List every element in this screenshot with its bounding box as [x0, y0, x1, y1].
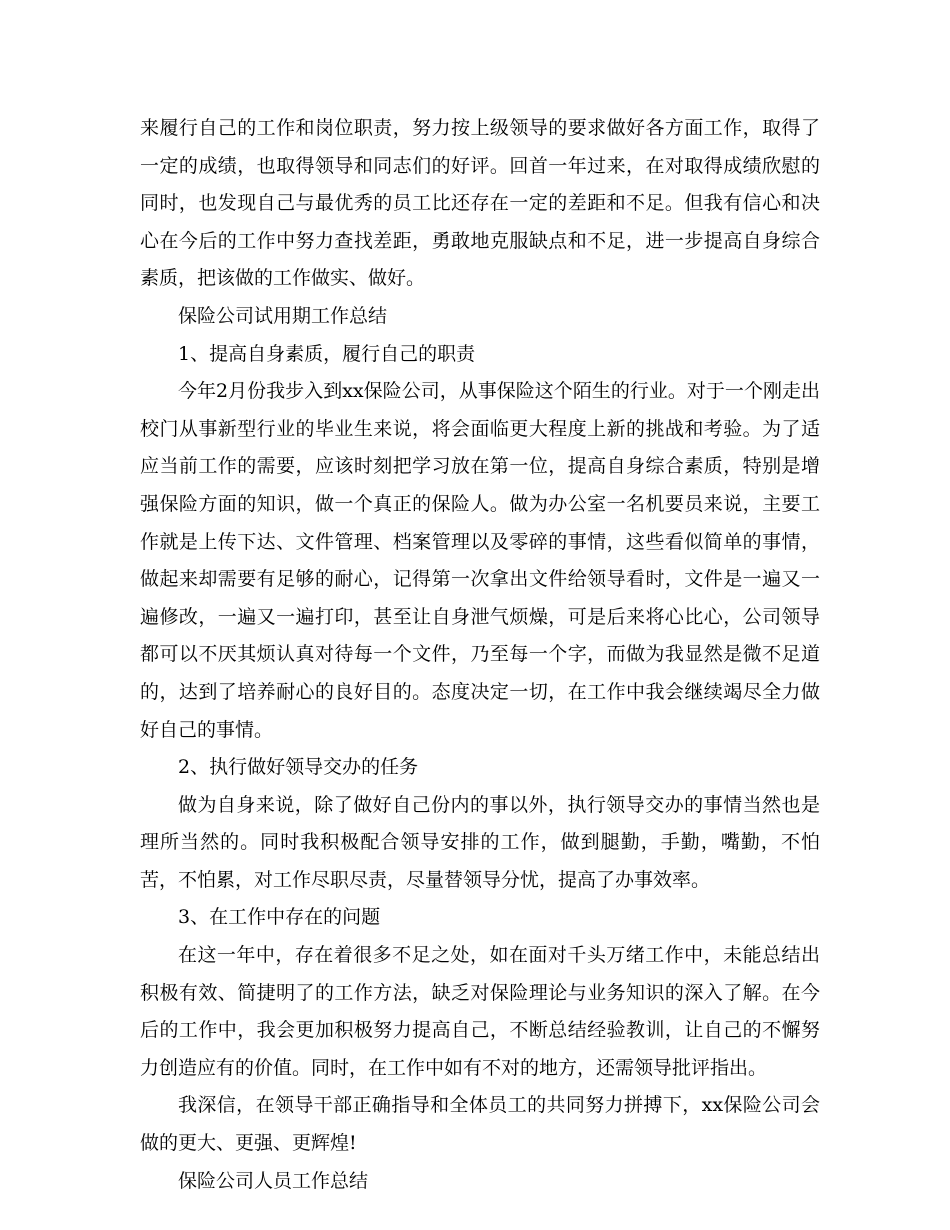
paragraph-1: 今年2月份我步入到xx保险公司，从事保险这个陌生的行业。对于一个刚走出校门从事新型行业的毕业生来说，将会面临更大程度上新的挑战和考验。为了适应当前工作的需要，应该时刻把学习放在第一位，提高自身综合素质，特别是增强保险方面的知识，做一个真正的保险人。做为办公室一名机要员来说，主要工作就是上传下达、文件管理、档案管理以及零碎的事情，这些看似简单的事情，做起来却需要有足够的耐心，记得第一次拿出文件给领导看时，文件是一遍又一遍修改，一遍又一遍打印，甚至让自身泄气烦燥，可是后来将心比心，公司领导都可以不厌其烦认真对待每一个文件，乃至每一个字，而做为我显然是微不足道的，达到了培养耐心的良好目的。态度决定一切，在工作中我会继续竭尽全力做好自己的事情。 — [140, 380, 820, 741]
subheading-3: 3、在工作中存在的问题 — [178, 906, 381, 929]
paragraph-3: 在这一年中，存在着很多不足之处，如在面对千头万绪工作中，未能总结出积极有效、简捷明了的工作方法，缺乏对保险理论与业务知识的深入了解。在今后的工作中，我会更加积极努力提高自己，不断总结经验教训，让自己的不懈努力创造应有的价值。同时，在工作中如有不对的地方，还需领导批评指出。 — [140, 944, 820, 1079]
section-title-staff-summary: 保险公司人员工作总结 — [178, 1169, 369, 1192]
paragraph-continuation: 来履行自己的工作和岗位职责，努力按上级领导的要求做好各方面工作，取得了一定的成绩，也取得领导和同志们的好评。回首一年过来，在对取得成绩欣慰的同时，也发现自己与最优秀的员工比还存在一定的差距和不足。但我有信心和决心在今后的工作中努力查找差距，勇敢地克服缺点和不足，进一步提高自身综合素质，把该做的工作做实、做好。 — [140, 117, 820, 290]
subheading-2: 2、执行做好领导交办的任务 — [178, 756, 419, 779]
document-body — [140, 110, 820, 1200]
paragraph-4: 我深信，在领导干部正确指导和全体员工的共同努力拼搏下，xx保险公司会做的更大、更强、更辉煌! — [140, 1094, 820, 1155]
paragraph-2: 做为自身来说，除了做好自己份内的事以外，执行领导交办的事情当然也是理所当然的。同时我积极配合领导安排的工作，做到腿勤，手勤，嘴勤，不怕苦，不怕累，对工作尽职尽责，尽量替领导分忧，提高了办事效率。 — [140, 793, 820, 891]
subheading-1: 1、提高自身素质，履行自己的职责 — [178, 342, 476, 365]
section-title-probation-summary: 保险公司试用期工作总结 — [178, 304, 388, 327]
